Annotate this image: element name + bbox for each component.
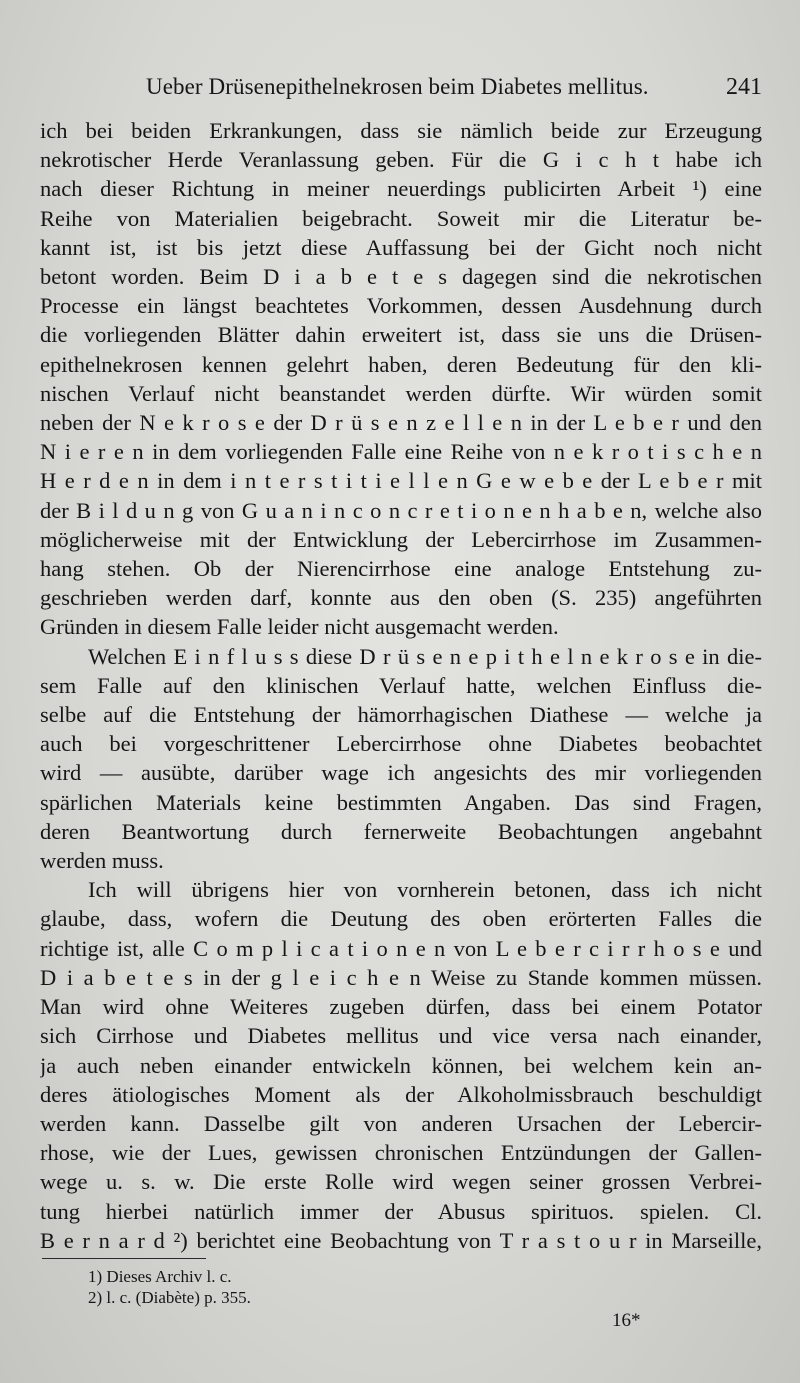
text-line: glaube, dass, wofern die Deutung des oben erörterten Falles die [40,906,762,932]
text-line: die vorliegenden Blätter dahin erweitert ist, dass sie uns die Drüsen- [40,322,762,348]
text-line: werden kann. Dasselbe gilt von anderen Ursachen der Lebercir- [40,1110,762,1136]
text-line: D i a b e t e s in der g l e i c h e n Weise zu Stande kommen müssen. [40,964,762,990]
text-line: deres ätiologisches Moment als der Alkoholmissbrauch beschuldigt [40,1081,762,1107]
text-line: nekrotischer Herde Veranlassung geben. Für die G i c h t habe ich [40,147,762,173]
text-line: neben der N e k r o s e der D r ü s e n z e l l e n in der L e b e r und den [40,410,762,436]
page-number: 241 [726,74,762,100]
text-line: ja auch neben einander entwickeln können, bei welchem kein an- [40,1052,762,1078]
running-title: Ueber Drüsenepithelnekrosen beim Diabetes mellitus. [146,74,649,99]
text-line: kannt ist, ist bis jetzt diese Auffassung bei der Gicht noch nicht [40,234,762,260]
text-line: werden muss. [40,848,164,874]
text-line: Gründen in diesem Falle leider nicht ausgemacht werden. [40,614,559,640]
footnote-2: 2) l. c. (Diabète) p. 355. [88,1288,251,1307]
text-line: N i e r e n in dem vorliegenden Falle eine Reihe von n e k r o t i s c h e n [40,439,762,465]
page-header [40,70,762,104]
text-line: selbe auf die Entstehung der hämorrhagischen Diathese — welche ja [40,702,762,728]
footnotes [88,1266,251,1308]
text-line: ich bei beiden Erkrankungen, dass sie nämlich beide zur Erzeugung [40,118,762,143]
text-line: wird — ausübte, darüber wage ich angesichts des mir vorliegenden [40,760,762,786]
text-line: wege u. s. w. Die erste Rolle wird wegen seiner grossen Verbrei- [40,1169,762,1195]
text-line: B e r n a r d ²) berichtet eine Beobachtung von T r a s t o u r in Marseille, [40,1227,762,1253]
text-line: sich Cirrhose und Diabetes mellitus und vice versa nach einander, [40,1023,762,1049]
text-line: möglicherweise mit der Entwicklung der Lebercirrhose im Zusammen- [40,526,762,552]
text-line: Reihe von Materialien beigebracht. Soweit mir die Literatur be- [40,205,762,231]
text-line: betont worden. Beim D i a b e t e s dagegen sind die nekrotischen [40,264,762,290]
text-line: nach dieser Richtung in meiner neuerdings publicirten Arbeit ¹) eine [40,176,762,202]
text-line: tung hierbei natürlich immer der Abusus spirituos. spielen. Cl. [40,1198,762,1224]
text-line: sem Falle auf den klinischen Verlauf hatte, welchen Einfluss die- [40,672,762,698]
text-line: epithelnekrosen kennen gelehrt haben, deren Bedeutung für den kli- [40,351,762,377]
text-line: auch bei vorgeschrittener Lebercirrhose ohne Diabetes beobachtet [40,731,762,757]
text-line: spärlichen Materials keine bestimmten Angaben. Das sind Fragen, [40,789,762,815]
text-line: H e r d e n in dem i n t e r s t i t i e l l e n G e w e b e der L e b e r mit [40,468,762,494]
text-line: hang stehen. Ob der Nierencirrhose eine analoge Entstehung zu- [40,556,762,582]
signature-mark: 16* [612,1310,641,1331]
text-line: nischen Verlauf nicht beanstandet werden dürfte. Wir würden somit [40,380,762,406]
text-line: Ich will übrigens hier von vornherein betonen, dass ich nicht [88,877,762,903]
footnote-1: 1) Dieses Archiv l. c. [88,1267,232,1286]
text-line: Man wird ohne Weiteres zugeben dürfen, dass bei einem Potator [40,994,762,1020]
text-line: Welchen E i n f l u s s diese D r ü s e n e p i t h e l n e k r o s e in die- [88,643,762,669]
text-line: Processe ein längst beachtetes Vorkommen, dessen Ausdehnung durch [40,293,762,319]
text-line: rhose, wie der Lues, gewissen chronischen Entzündungen der Gallen- [40,1140,762,1166]
text-line: geschrieben werden darf, konnte aus den oben (S. 235) angeführten [40,585,762,611]
text-line: richtige ist, alle C o m p l i c a t i o n e n von L e b e r c i r r h o s e und [40,935,762,961]
text-line: der B i l d u n g von G u a n i n c o n c r e t i o n e n h a b e n, welche also [40,497,762,523]
body-text [40,116,762,1255]
text-line: deren Beantwortung durch fernerweite Beobachtungen angebahnt [40,818,762,844]
footnote-divider [42,1258,206,1259]
